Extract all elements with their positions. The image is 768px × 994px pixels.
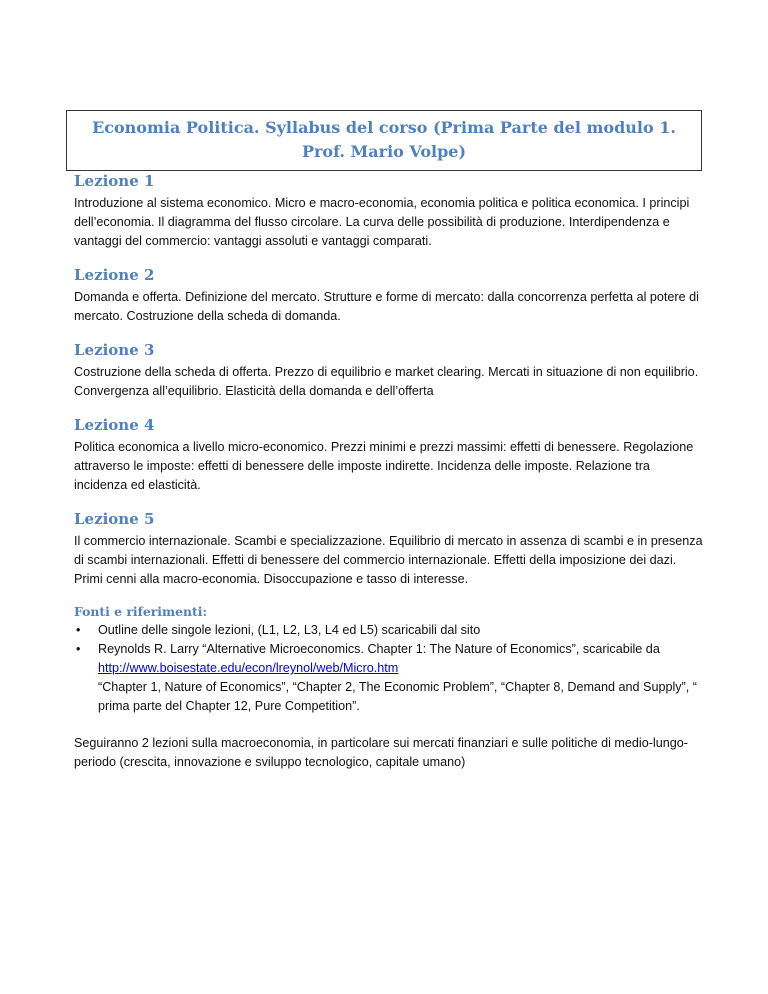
syllabus-content xyxy=(74,171,704,772)
lesson-heading: Lezione 4 xyxy=(74,416,155,434)
lesson-text: Il commercio internazionale. Scambi e specializzazione. Equilibrio di mercato in assenza di scambi e in presenza di scambi internazionali. Effetti di benessere del commercio internazionale. Effetti della imposizione dei dazi. Primi cenni alla macro-economia. Disoccupazione e tasso di interesse. xyxy=(74,534,703,586)
lesson-heading: Lezione 3 xyxy=(74,341,155,359)
source-chapters-text: “Chapter 1, Nature of Economics”, “Chapter 2, The Economic Problem”, “Chapter 8, Demand and Supply”, “ prima parte del Chapter 12, Pure Competition”. xyxy=(98,680,697,713)
lesson-2 xyxy=(74,265,704,326)
list-item xyxy=(74,640,704,716)
lesson-heading: Lezione 5 xyxy=(74,510,155,528)
lesson-text: Costruzione della scheda di offerta. Prezzo di equilibrio e market clearing. Mercati in situazione di non equilibrio. Convergenza all’equilibrio. Elasticità della domanda e dell’offerta xyxy=(74,365,699,398)
lesson-5 xyxy=(74,509,704,589)
list-item xyxy=(74,621,704,640)
lesson-text: Introduzione al sistema economico. Micro e macro-economia, economia politica e politica economica. I principi dell’economia. Il diagramma del flusso circolare. La curva delle possibilità di produzione. Interdipendenza e vantaggi del commercio: vantaggi assoluti e vantaggi comparati. xyxy=(74,196,690,248)
page-title: Economia Politica. Syllabus del corso (Prima Parte del modulo 1. Prof. Mario Volpe) xyxy=(92,118,676,161)
lesson-3 xyxy=(74,340,704,401)
lesson-heading: Lezione 2 xyxy=(74,266,155,284)
sources-section xyxy=(74,603,704,716)
lesson-text: Domanda e offerta. Definizione del mercato. Strutture e forme di mercato: dalla concorrenza perfetta al potere di mercato. Costruzione della scheda di domanda. xyxy=(74,290,699,323)
lesson-heading: Lezione 1 xyxy=(74,172,155,190)
sources-list xyxy=(74,621,704,716)
closing-paragraph: Seguiranno 2 lezioni sulla macroeconomia, in particolare sui mercati finanziari e sulle politiche di medio-lungo-periodo (crescita, innovazione e sviluppo tecnologico, capitale umano) xyxy=(74,736,688,769)
source-reynolds-text: Reynolds R. Larry “Alternative Microeconomics. Chapter 1: The Nature of Economics”, scaricabile da xyxy=(98,642,660,656)
lesson-text: Politica economica a livello micro-economico. Prezzi minimi e prezzi massimi: effetti di benessere. Regolazione attraverso le imposte: effetti di benessere delle imposte indirette. Incidenza delle imposte. Relazione tra incidenza ed elasticità. xyxy=(74,440,694,492)
lesson-4 xyxy=(74,415,704,495)
bullet-icon: • xyxy=(76,642,81,656)
title-box xyxy=(66,110,702,171)
lesson-1 xyxy=(74,171,704,251)
bullet-icon: • xyxy=(76,623,81,637)
source-outline-text: Outline delle singole lezioni, (L1, L2, L3, L4 ed L5) scaricabili dal sito xyxy=(98,623,481,637)
source-link[interactable]: http://www.boisestate.edu/econ/lreynol/web/Micro.htm xyxy=(98,661,399,675)
sources-heading: Fonti e riferimenti: xyxy=(74,604,208,619)
